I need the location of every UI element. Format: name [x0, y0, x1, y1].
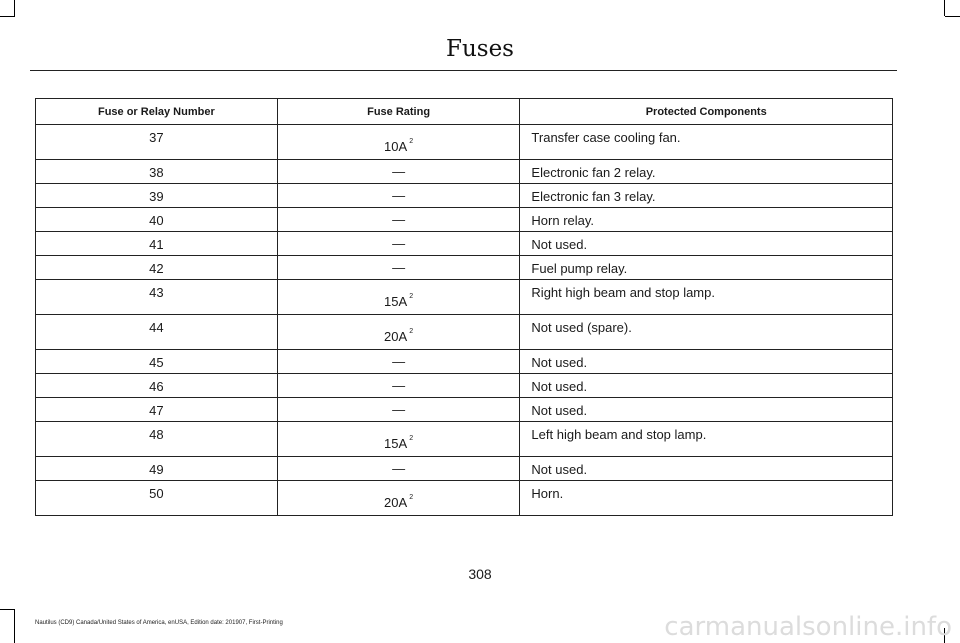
- fuse-number: 40: [36, 208, 278, 232]
- page-title: Fuses: [446, 36, 514, 62]
- fuse-number: 38: [36, 160, 278, 184]
- watermark: carmanualsonline.info: [664, 612, 952, 642]
- table-row: [36, 208, 893, 232]
- protected-component: Not used.: [520, 232, 893, 256]
- protected-component: Not used.: [520, 398, 893, 422]
- table-row: [36, 398, 893, 422]
- table-row: [36, 374, 893, 398]
- fuse-rating: —: [277, 457, 520, 481]
- crop-mark: [14, 0, 15, 16]
- fuse-table: [35, 98, 893, 516]
- fuse-number: 43: [36, 280, 278, 315]
- fuse-rating: —: [277, 398, 520, 422]
- table-row: [36, 481, 893, 516]
- fuse-number: 39: [36, 184, 278, 208]
- fuse-number: 49: [36, 457, 278, 481]
- fuse-rating: —: [277, 350, 520, 374]
- table-row: [36, 280, 893, 315]
- title-divider: [30, 70, 897, 71]
- fuse-number: 42: [36, 256, 278, 280]
- fuse-rating: 20A $^2$: [277, 315, 520, 350]
- fuse-rating: 20A $^2$: [277, 481, 520, 516]
- fuse-rating: —: [277, 208, 520, 232]
- footnote-marker: 2: [409, 494, 414, 501]
- table-row: [36, 457, 893, 481]
- protected-component: Not used.: [520, 457, 893, 481]
- table-row: [36, 256, 893, 280]
- fuse-rating: 15A $^2$: [277, 422, 520, 457]
- protected-component: Horn.: [520, 481, 893, 516]
- fuse-number: 47: [36, 398, 278, 422]
- table-row: [36, 160, 893, 184]
- table-row: [36, 315, 893, 350]
- fuse-number: 41: [36, 232, 278, 256]
- edition-footer: Nautilus (CD9) Canada/United States of America, enUSA, Edition date: 201907, First-Printing: [35, 620, 283, 626]
- crop-mark: [0, 609, 15, 610]
- crop-mark: [0, 16, 15, 17]
- column-header: Fuse Rating: [277, 99, 520, 125]
- fuse-number: 46: [36, 374, 278, 398]
- protected-component: Electronic fan 3 relay.: [520, 184, 893, 208]
- fuse-number: 50: [36, 481, 278, 516]
- footnote-marker: 2: [409, 138, 414, 145]
- fuse-number: 37: [36, 125, 278, 160]
- fuse-rating: —: [277, 256, 520, 280]
- protected-component: Horn relay.: [520, 208, 893, 232]
- table-row: [36, 184, 893, 208]
- fuse-rating: —: [277, 184, 520, 208]
- crop-mark: [945, 16, 960, 17]
- fuse-rating: 10A $^2$: [277, 125, 520, 160]
- column-header: Protected Components: [520, 99, 893, 125]
- footnote-marker: 2: [409, 435, 414, 442]
- column-header: Fuse or Relay Number: [36, 99, 278, 125]
- table-row: [36, 422, 893, 457]
- page-number: 308: [468, 566, 492, 582]
- table-row: [36, 350, 893, 374]
- protected-component: Fuel pump relay.: [520, 256, 893, 280]
- table-header-row: [36, 99, 893, 125]
- table-row: [36, 125, 893, 160]
- fuse-rating: 15A $^2$: [277, 280, 520, 315]
- footnote-marker: 2: [409, 293, 414, 300]
- fuse-number: 45: [36, 350, 278, 374]
- footnote-marker: 2: [409, 328, 414, 335]
- crop-mark: [944, 0, 945, 16]
- protected-component: Electronic fan 2 relay.: [520, 160, 893, 184]
- fuse-number: 44: [36, 315, 278, 350]
- fuse-rating: —: [277, 160, 520, 184]
- protected-component: Left high beam and stop lamp.: [520, 422, 893, 457]
- fuse-rating: —: [277, 232, 520, 256]
- table-row: [36, 232, 893, 256]
- protected-component: Not used (spare).: [520, 315, 893, 350]
- fuse-rating: —: [277, 374, 520, 398]
- protected-component: Transfer case cooling fan.: [520, 125, 893, 160]
- protected-component: Right high beam and stop lamp.: [520, 280, 893, 315]
- crop-mark: [14, 610, 15, 643]
- fuse-number: 48: [36, 422, 278, 457]
- protected-component: Not used.: [520, 374, 893, 398]
- protected-component: Not used.: [520, 350, 893, 374]
